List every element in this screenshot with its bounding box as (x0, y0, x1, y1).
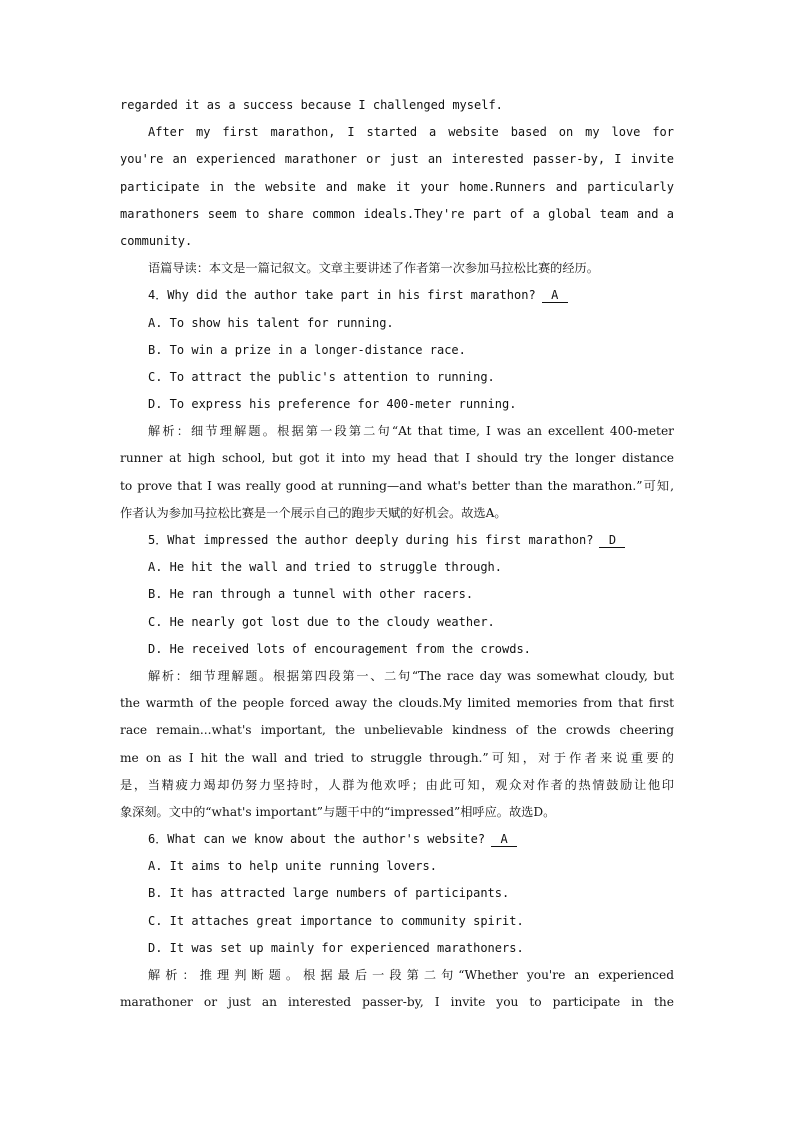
option: C. It attaches great importance to community spirit. (148, 913, 524, 928)
option: D. He received lots of encouragement from the crowds. (148, 641, 531, 656)
explanation-line: 作者认为参加马拉松比赛是一个展示自己的跑步天赋的好机会。故选A。 (120, 505, 507, 520)
option: B. To win a prize in a longer-distance race. (148, 342, 466, 357)
option: B. It has attracted large numbers of participants. (148, 886, 510, 901)
answer-blank: A (491, 832, 517, 847)
passage-line: participate in the website and make it your home.Runners and particularly (120, 179, 674, 194)
option: D. To express his preference for 400-meter running. (148, 397, 517, 412)
explanation-line: 解析：细节理解题。根据第一段第二句“At that time, I was an excellent 400-meter (148, 424, 674, 439)
question-stem (120, 282, 674, 309)
passage-line: After my first marathon, I started a website based on my love for (148, 125, 674, 140)
document-page (120, 92, 674, 1016)
explanation-line: 解析：推理判断题。根据最后一段第二句“Whether you're an experienced (148, 968, 674, 982)
question-text: 6．What can we know about the author's website? (148, 832, 486, 847)
explanation-line: 象深刻。文中的“what's important”与题干中的“impressed”相呼应。故选D。 (120, 804, 556, 819)
option: B. He ran through a tunnel with other racers. (148, 587, 474, 602)
passage-line: community. (120, 233, 193, 248)
option: C. He nearly got lost due to the cloudy weather. (148, 614, 495, 629)
option: D. It was set up mainly for experienced marathoners. (148, 940, 524, 955)
question-text: 4．Why did the author take part in his first marathon? (148, 288, 536, 303)
option: A. He hit the wall and tried to struggle through. (148, 560, 503, 575)
question-text: 5．What impressed the author deeply during his first marathon? (148, 533, 594, 547)
passage-line: regarded it as a success because I challenged myself. (120, 98, 503, 112)
explanation-line: runner at high school, but got it into my head that I should try the longer distance (120, 451, 674, 466)
explanation-line: 是，当精疲力竭却仍努力坚持时，人群为他欢呼；由此可知，观众对作者的热情鼓励让他印 (120, 777, 674, 792)
explanation-line: race remain...what's important, the unbelievable kindness of the crowds cheering (120, 723, 674, 738)
passage-line: marathoners seem to share common ideals.They're part of a global team and a (120, 206, 674, 221)
reading-guide: 语篇导读：本文是一篇记叙文。文章主要讲述了作者第一次参加马拉松比赛的经历。 (148, 261, 599, 276)
option: A. To show his talent for running. (148, 315, 394, 330)
passage-line: you're an experienced marathoner or just an interested passer-by, I invite (120, 152, 674, 167)
question-stem (120, 527, 674, 554)
answer-blank: D (599, 533, 625, 548)
explanation-line: 解析：细节理解题。根据第四段第一、二句“The race day was somewhat cloudy, but (148, 668, 674, 683)
explanation-line: marathoner or just an interested passer-by, I invite you to participate in the (120, 995, 674, 1010)
option: C. To attract the public's attention to running. (148, 369, 495, 384)
question-stem (120, 826, 674, 853)
answer-blank: A (542, 288, 568, 303)
option: A. It aims to help unite running lovers. (148, 859, 437, 874)
explanation-line: me on as I hit the wall and tried to struggle through.”可知，对于作者来说重要的 (120, 750, 674, 765)
explanation-line: to prove that I was really good at running—and what's better than the marathon.”可知, (120, 478, 674, 493)
explanation-line: the warmth of the people forced away the clouds.My limited memories from that first (120, 696, 674, 711)
